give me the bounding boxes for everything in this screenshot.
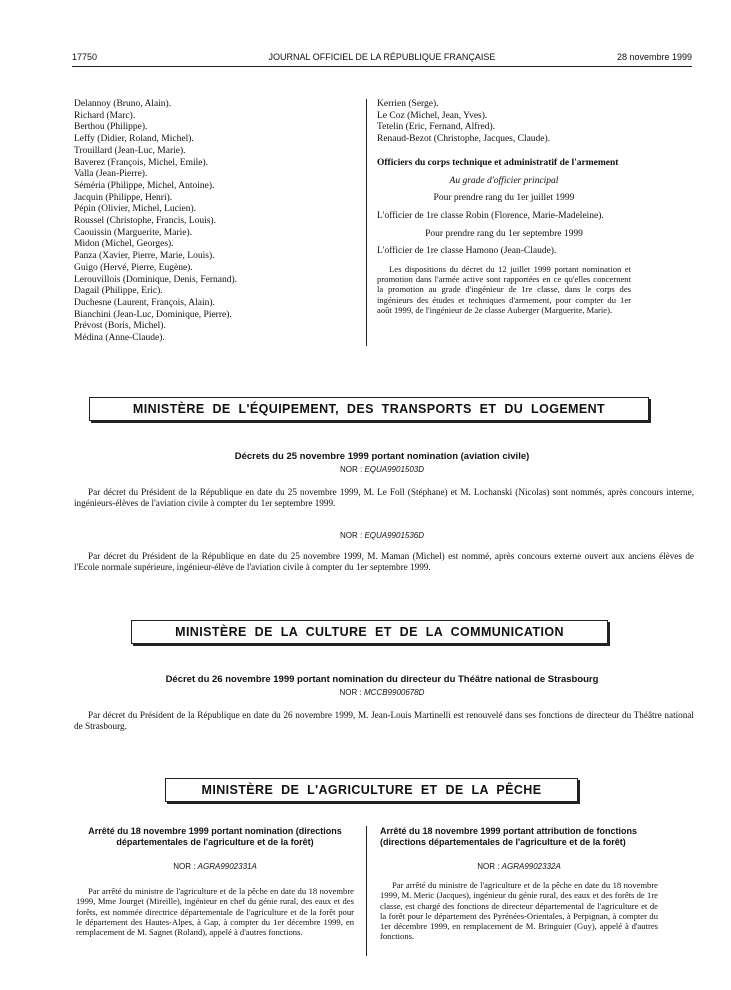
nor-code: AGRA9902332A xyxy=(501,862,561,871)
list-item: Pépin (Olivier, Michel, Lucien). xyxy=(74,204,197,215)
list-item: Dagail (Philippe, Eric). xyxy=(74,286,163,297)
right-column xyxy=(377,99,631,315)
paragraph-text: Par arrêté du ministre de l'agriculture et de la pêche en date du 18 novembre 1999, M. Meric (Jacques), ingénieur du génie rural, des eaux et des forêts de 1re classe, est chargé des fonctions de directeur départemental de l'agriculture et de la forêt pour le département des Pyrénées-Orientales, à Perpignan, à compter du 1er décembre 1999, en remplacement de M. Bringuier (Guy), appelé à d'autres fonctions. xyxy=(380,880,658,942)
armement-officer-2: L'officier de 1re classe Hamono (Jean-Claude). xyxy=(377,246,557,257)
list-item: Valla (Jean-Pierre). xyxy=(74,169,148,180)
list-item: Séméria (Philippe, Michel, Antoine). xyxy=(74,180,215,191)
list-item: Roussel (Christophe, Francis, Louis). xyxy=(74,216,216,227)
list-item: Richard (Marc). xyxy=(74,110,136,121)
nor-reference-5 xyxy=(380,862,658,871)
left-name-list xyxy=(74,99,344,345)
list-item: Prévost (Boris, Michel). xyxy=(74,321,166,332)
list-item: Médina (Anne-Claude). xyxy=(74,333,165,344)
list-item: Delannoy (Bruno, Alain). xyxy=(74,99,172,109)
armement-rank-2: Pour prendre rang du 1er septembre 1999 xyxy=(425,228,583,239)
nor-code: MCCB9900678D xyxy=(363,688,425,697)
paragraph-text: Par arrêté du ministre de l'agriculture et de la pêche en date du 18 novembre 1999, Mme Jourget (Mireille), ingénieur en chef du génie rural, des eaux et des forêts, est nommée directrice départementale de l'agriculture et de la forêt pour le département des Hautes-Alpes, à Gap, à compter du 1er décembre 1999, en remplacement de M. Sagnet (Roland), appelé à d'autres fonctions. xyxy=(76,886,354,938)
equipement-paragraph-1 xyxy=(74,487,694,509)
list-item: Caouissin (Marguerite, Marie). xyxy=(74,227,193,238)
equipement-decree-title: Décrets du 25 novembre 1999 portant nomination (aviation civile) xyxy=(234,451,530,462)
list-item: Lerouvillois (Dominique, Denis, Fernand). xyxy=(74,274,238,285)
list-item: Baverez (François, Michel, Emile). xyxy=(74,157,209,168)
agriculture-left-title: Arrêté du 18 novembre 1999 portant nomination (directions départementales de l'agriculture et de la forêt) xyxy=(88,826,342,847)
journal-title: JOURNAL OFFICIEL DE LA RÉPUBLIQUE FRANÇAISE xyxy=(268,52,496,62)
paragraph-text: Par décret du Président de la République en date du 26 novembre 1999, M. Jean-Louis Martinelli est renouvelé dans ses fonctions de directeur du Théâtre national de Strasbourg. xyxy=(74,710,694,731)
list-item: Panza (Xavier, Pierre, Marie, Louis). xyxy=(74,251,215,262)
armement-paragraph: Les dispositions du décret du 12 juillet 1999 portant nomination et promotion dans l'armée active sont rapportées en ce qu'elles concernent la promotion au grade d'ingénieur de 1re classe, dans le corps des ingénieurs des études et techniques d'armement, pour compter du 1er août 1999, de l'ingénieur de 2e classe Auberger (Marguerite, Marie). xyxy=(377,264,631,315)
nor-label: NOR : xyxy=(339,465,363,474)
list-item: Trouillard (Jean-Luc, Marie). xyxy=(74,145,186,156)
armement-heading: Officiers du corps technique et administratif de l'armement xyxy=(377,157,619,168)
armement-grade: Au grade d'officier principal xyxy=(449,175,559,186)
list-item: Renaud-Bezot (Christophe, Jacques, Claude). xyxy=(377,134,551,145)
nor-reference-2 xyxy=(72,531,692,540)
nor-label: NOR : xyxy=(477,862,500,871)
list-item: Leffy (Didier, Roland, Michel). xyxy=(74,134,194,145)
armement-rank-1: Pour prendre rang du 1er juillet 1999 xyxy=(433,193,575,204)
paragraph-text: Par décret du Président de la République en date du 25 novembre 1999, M. Le Foll (Stéphane) et M. Lochanski (Nicolas) sont nommés, après concours interne, ingénieurs-élèves de l'aviation civile à compter du 1er septembre 1999. xyxy=(74,487,694,508)
list-item: Kerrien (Serge). xyxy=(377,99,439,109)
list-item: Duchesne (Laurent, François, Alain). xyxy=(74,297,215,308)
list-item: Bianchini (Jean-Luc, Dominique, Pierre). xyxy=(74,309,232,320)
page-header xyxy=(72,52,692,66)
paragraph-text: Par décret du Président de la République en date du 25 novembre 1999, M. Maman (Michel) est nommé, après concours externe ouvert aux anciens élèves de l'Ecole normale supérieure, ingénieur-élève de l'aviation civile à compter du 1er septembre 1999. xyxy=(74,551,694,572)
header-rule xyxy=(72,66,692,67)
nor-code: AGRA9902331A xyxy=(197,862,257,871)
nor-reference-3 xyxy=(72,688,692,697)
list-item: Midon (Michel, Georges). xyxy=(74,239,174,250)
ministry-culture-box: MINISTÈRE DE LA CULTURE ET DE LA COMMUNICATION xyxy=(131,620,608,644)
list-item: Jacquin (Philippe, Henri). xyxy=(74,192,173,203)
agriculture-left-paragraph xyxy=(76,886,354,937)
list-item: Tetelin (Eric, Fernand, Alfred). xyxy=(377,122,496,133)
ministry-equipement-box: MINISTÈRE DE L'ÉQUIPEMENT, DES TRANSPORTS ET DU LOGEMENT xyxy=(89,397,649,421)
nor-reference-4 xyxy=(76,862,354,871)
nor-code: EQUA9901503D xyxy=(364,465,425,474)
list-item: Le Coz (Michel, Jean, Yves). xyxy=(377,110,488,121)
nor-label: NOR : xyxy=(339,531,363,540)
list-item: Berthou (Philippe). xyxy=(74,122,148,133)
issue-date: 28 novembre 1999 xyxy=(616,52,692,62)
page-number: 17750 xyxy=(72,52,98,62)
nor-code: EQUA9901536D xyxy=(364,531,425,540)
nor-label: NOR : xyxy=(173,862,196,871)
equipement-paragraph-2 xyxy=(74,551,694,573)
ministry-agriculture-box: MINISTÈRE DE L'AGRICULTURE ET DE LA PÊCHE xyxy=(165,778,578,802)
nor-reference-1 xyxy=(72,465,692,474)
column-divider xyxy=(366,826,367,956)
list-item: Guigo (Hervé, Pierre, Eugène). xyxy=(74,262,193,273)
armement-officer-1: L'officier de 1re classe Robin (Florence, Marie-Madeleine). xyxy=(377,210,604,221)
column-divider xyxy=(366,99,367,346)
agriculture-right-paragraph xyxy=(380,880,658,942)
culture-paragraph xyxy=(74,710,694,732)
agriculture-right-title: Arrêté du 18 novembre 1999 portant attribution de fonctions (directions départementales de l'agriculture et de la forêt) xyxy=(380,826,638,847)
culture-decree-title: Décret du 26 novembre 1999 portant nomination du directeur du Théâtre national de Strasbourg xyxy=(165,674,599,685)
nor-label: NOR : xyxy=(339,688,362,697)
